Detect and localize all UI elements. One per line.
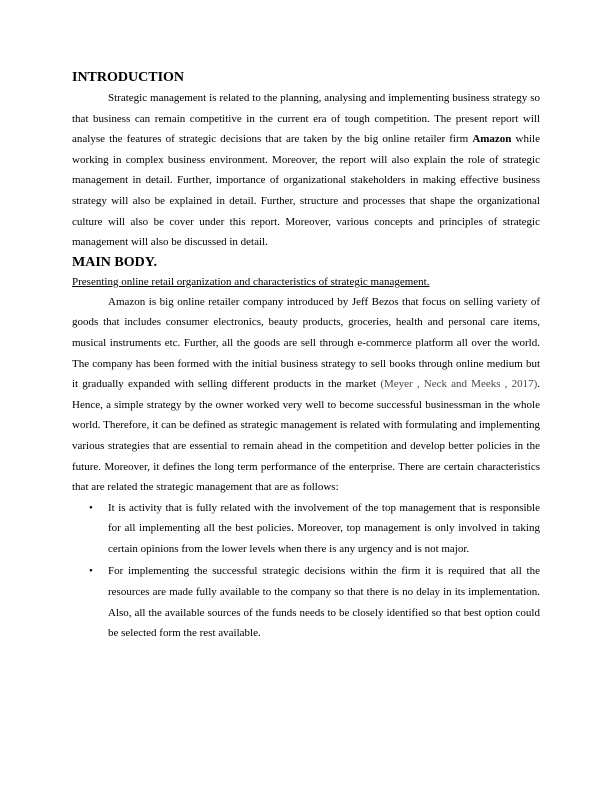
characteristics-list: [72, 498, 540, 644]
list-item: [72, 561, 540, 643]
main-text-end: . Hence, a simple strategy by the owner worked very well to become successful businessman in the whole world. Therefore, it can be defined as strategic management is related with formulating and implementing various strategies that are essential to remain ahead in the competition and develop better policies in the future. Moreover, it defines the long term performance of the enterprise. There are certain characteristics that are related the strategic management that are as follows:: [72, 378, 540, 494]
main-body-paragraph: [72, 292, 540, 498]
main-text-start: Amazon is big online retailer company introduced by Jeff Bezos that focus on selling variety of goods that includes consumer electronics, beauty products, groceries, health and personal care items, musical instruments etc. Further, all the goods are sell through e-commerce platform all over the world. The company has been formed with the initial business strategy to sell books through online medium but it gradually expanded with selling different products in the market: [72, 295, 540, 391]
list-item-text: For implementing the successful strategic decisions within the firm it is required that all the resources are made fully available to the company so that there is no delay in its implementation. Also, all the available sources of the funds needs to be closely identified so that best option could be selected form the rest available.: [108, 565, 540, 640]
introduction-paragraph: [72, 88, 540, 253]
introduction-heading: INTRODUCTION: [72, 70, 185, 85]
bullet-icon: •: [89, 501, 93, 514]
list-item-text: It is activity that is fully related with the involvement of the top management that is responsible for all implementing all the best policies. Moreover, top management is only involved in taking certain opinions from the lower levels when there is any urgency and is not major.: [108, 501, 540, 555]
intro-text-end: while working in complex business environment. Moreover, the report will also explain the role of strategic management in detail. Further, importance of organizational stakeholders in making effective business strategy will also be explained in detail. Further, structure and processes that shape the organizational culture will also be cover under this report. Moreover, various concepts and principles of strategic management will also be discussed in detail.: [72, 133, 540, 249]
intro-text-start: Strategic management is related to the planning, analysing and implementing business strategy so that business can remain competitive in the current era of tough competition. The present report will analyse the features of strategic decisions that are taken by the big online retailer firm: [72, 92, 540, 146]
section-subheading: Presenting online retail organization and characteristics of strategic management.: [72, 275, 430, 288]
bullet-icon: •: [89, 565, 93, 578]
document-page: [72, 68, 540, 646]
main-body-heading: MAIN BODY.: [72, 254, 158, 270]
list-item: [72, 498, 540, 560]
company-name-bold: Amazon: [472, 133, 512, 146]
citation: (Meyer , Neck and Meeks , 2017): [380, 378, 538, 391]
